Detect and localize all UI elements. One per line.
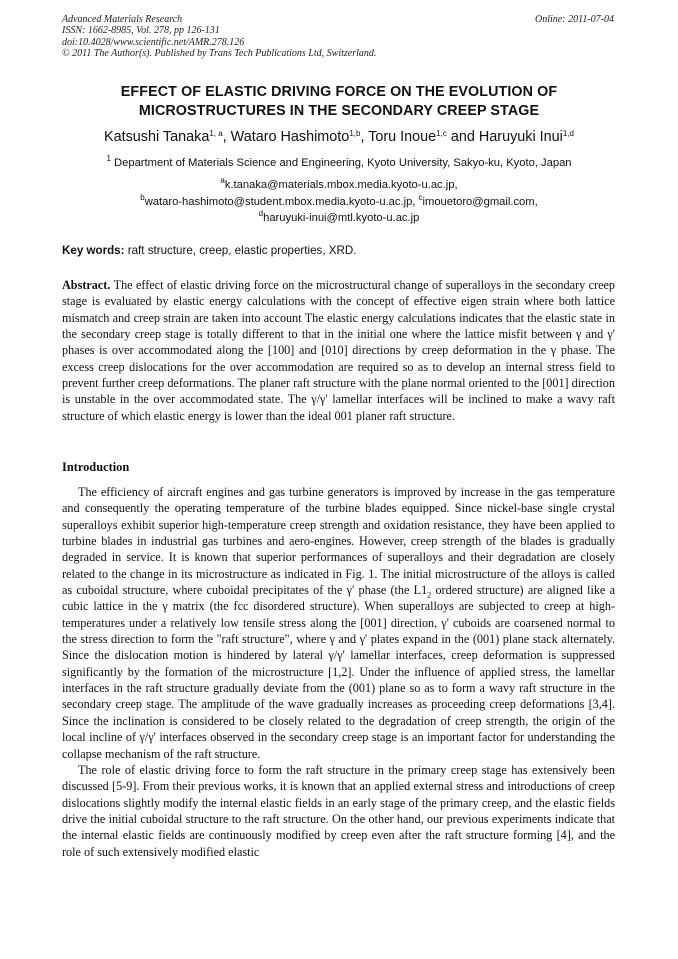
author-list [20,127,658,147]
email-sup-b: b [140,192,145,202]
running-header [62,14,614,59]
intro-p1-subscript: 2 [427,590,432,600]
abstract-text: The effect of elastic driving force on the microstructural change of superalloys in the secondary creep stage is evaluated by elastic energy calculations with the concept of effective eigen strain where both lattice mismatch and creep strain are taken into account The elastic energy calculations indicates that the elastic state in the secondary creep stage is totally different to that in the initial one where the lattice misfit between γ and γ' phases is over accommodated along the [100] and [010] directions by creep deformation in the γ phase. The excess creep dislocations for the over accommodation are required so as to develop an internal stress field to prevent further creep deformations. The planer raft structure with the plane normal oriented to the [001] direction is unstable in the over accommodated state. The γ/γ' lamellar interfaces will be inclined to make a wavy raft structure of which elastic energy is lower than the ideal 001 planer raft structure. [62,278,615,423]
keywords [62,243,616,258]
author-name: Haruyuki Inui [478,129,563,145]
email-sup-d: d [258,209,264,218]
intro-p1-part-b: ordered structure) are aligned like a cubic lattice in the γ matrix (the fcc disordered structure). When superalloys are subjected to creep at high-temperatures under a relatively low tensile stress along the [001] direction, γ' cuboids are coarsened normal to the stress direction to form the "raft structure", where γ and γ' plates expand in the (001) plane stack alternately. Since the dislocation motion is hindered by lateral γ/γ' lamellar interfaces, creep deformation is suppressed significantly by the formation of the microstructure [1,2]. Under the influence of applied stress, the lamellar interfaces in the raft structure gradually deviate from the (001) plane so as to form a wavy raft structure in the secondary creep stage. The amplitude of the wave gradually increases as proceeding creep deformations [3,4]. Since the inclination is considered to be closely related to the degradation of creep strength, the origin of the local incline of γ/γ' interfaces observed in the secondary creep stage is an important factor for understanding the collapse mechanism of the raft structure. [62,583,615,761]
online-date: Online: 2011-07-04 [535,14,614,25]
intro-paragraph-1 [62,484,615,762]
email-sup-c: c [418,192,423,202]
email-d: haruyuki-inui@mtl.kyoto-u.ac.jp [263,212,420,224]
copyright-line: © 2011 The Author(s). Published by Trans Tech Publications Ltd, Switzerland. [62,47,377,59]
abstract-label: Abstract. [62,278,111,292]
email-sup-a: a [220,176,225,185]
author-sep: , [222,129,231,145]
paper-title [40,83,638,121]
email-b: wataro-hashimoto@student.mbox.media.kyoto-u.ac.jp, [144,195,419,208]
abstract [62,277,615,424]
keywords-text: raft structure, creep, elastic properties, XRD. [124,244,357,257]
author-name: Toru Inoue [368,129,437,145]
email-a: k.tanaka@materials.mbox.media.kyoto-u.ac.jp, [224,179,458,191]
intro-paragraph-2: The role of elastic driving force to form the raft structure in the primary creep stage has extensively been discussed [5-9]. From their previous works, it is known that an applied external stress and introductions of creep dislocations slightly modify the internal elastic fields in an early stage of the primary creep, and the elastic fields drive the initial cuboidal structure to the raft structure. On the other hand, our previous experiments indicate that the internal elastic fields are continuously modified by creep even after the raft structure forming [4], and the role of such extensively modified elastic [62,762,615,859]
author-sup: 1,c [436,129,447,138]
email-c: imouetoro@gmail.com, [422,195,538,208]
author-sup: 1,d [562,129,574,138]
title-line-2: MICROSTRUCTURES IN THE SECONDARY CREEP STAGE [138,103,540,119]
journal-name: Advanced Materials Research [62,14,183,25]
introduction-body [62,484,615,860]
issn-line: ISSN: 1662-8985, Vol. 278, pp 126-131 [62,25,220,37]
affiliation-text: Department of Materials Science and Engineering, Kyoto University, Sakyo-ku, Kyoto, Japan [114,157,572,169]
section-heading-introduction: Introduction [62,460,130,474]
affiliation-sup: 1 [106,154,111,163]
email-block [20,177,658,227]
doi-line: doi:10.4028/www.scientific.net/AMR.278.126 [62,36,245,48]
intro-p1-part-a: The efficiency of aircraft engines and gas turbine generators is improved by increase in the gas temperature and consequently the operating temperature of the turbine blades equipped. Since nickel-base single crystal superalloys exhibit superior high-temperature creep strength and oxidation resistance, they have been applied to turbine blades in industrial gas turbines and aero-engines. However, creep strength of the blades is gradually degraded in service. It is known that superior performances of superalloys and their degradation are closely related to the change in its microstructure as indicated in Fig. 1. The initial microstructure of the alloys is called as cuboidal structure, where cuboidal precipitates of the γ' phase (the L1 [62,485,615,598]
keywords-label: Key words: [62,244,125,257]
author-name: Wataro Hashimoto [230,129,350,145]
author-sup: 1, a [209,129,223,138]
author-sep: , [360,129,369,145]
author-sup: 1,b [349,129,361,138]
author-sep: and [446,129,479,145]
title-line-1: EFFECT OF ELASTIC DRIVING FORCE ON THE EVOLUTION OF [120,84,558,100]
author-name: Katsushi Tanaka [103,129,210,145]
affiliation [20,156,658,170]
